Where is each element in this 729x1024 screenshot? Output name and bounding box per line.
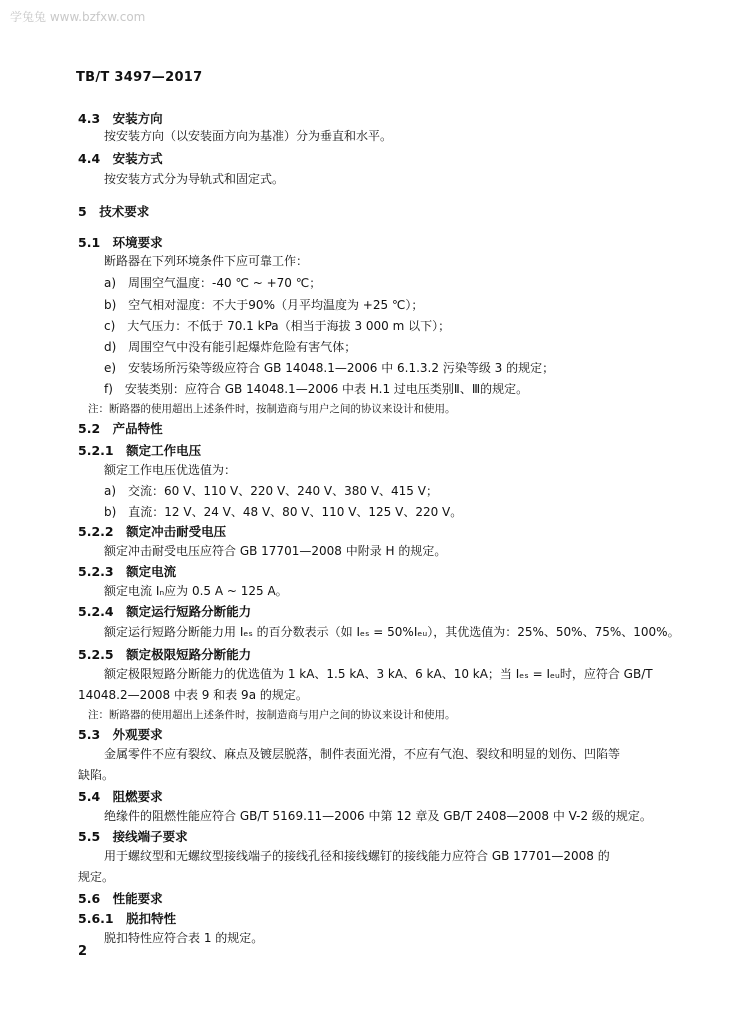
body-paragraph: 额定电流 Iₙ应为 0.5 A ~ 125 A。	[104, 584, 288, 598]
body-paragraph: 绝缘件的阻燃性能应符合 GB/T 5169.11—2006 中第 12 章及 GB/T 2408—2008 中 V-2 级的规定。	[104, 809, 652, 823]
section-heading-5-2-3: 5.2.3 额定电流	[78, 564, 177, 579]
body-paragraph: 脱扣特性应符合表 1 的规定。	[104, 931, 264, 945]
section-heading-5-3: 5.3 外观要求	[78, 727, 163, 742]
section-heading-5-2-2: 5.2.2 额定冲击耐受电压	[78, 524, 227, 539]
body-paragraph: 金属零件不应有裂纹、麻点及镀层脱落，制件表面光滑，不应有气泡、裂纹和明显的划伤、凹陷等	[104, 747, 621, 761]
section-heading-5-1: 5.1 环境要求	[78, 235, 163, 250]
body-paragraph-continued: 缺陷。	[78, 768, 115, 782]
body-paragraph: 按安装方向（以安装面方向为基准）分为垂直和水平。	[104, 129, 393, 143]
body-paragraph-continued: 14048.2—2008 中表 9 和表 9a 的规定。	[78, 688, 308, 702]
watermark-text: 学兔兔 www.bzfxw.com	[10, 10, 146, 24]
section-heading-5: 5 技术要求	[78, 204, 150, 219]
body-paragraph: 按安装方式分为导轨式和固定式。	[104, 172, 285, 186]
list-item: f) 安装类别：应符合 GB 14048.1—2006 中表 H.1 过电压类别Ⅱ、Ⅲ的规定。	[104, 382, 529, 396]
list-item: c) 大气压力：不低于 70.1 kPa（相当于海拔 3 000 m 以下）；	[104, 319, 451, 333]
section-heading-5-2-1: 5.2.1 额定工作电压	[78, 443, 202, 458]
section-heading-5-2-5: 5.2.5 额定极限短路分断能力	[78, 647, 252, 662]
section-heading-5-4: 5.4 阻燃要求	[78, 789, 163, 804]
body-paragraph: 断路器在下列环境条件下应可靠工作：	[104, 254, 309, 268]
list-item: a) 周围空气温度：-40 ℃ ~ +70 ℃；	[104, 276, 322, 290]
section-heading-5-2-4: 5.2.4 额定运行短路分断能力	[78, 604, 252, 619]
list-item: e) 安装场所污染等级应符合 GB 14048.1—2006 中 6.1.3.2 污染等级 3 的规定；	[104, 361, 555, 375]
note: 注：断路器的使用超出上述条件时，按制造商与用户之间的协议来设计和使用。	[88, 709, 456, 721]
section-heading-5-6: 5.6 性能要求	[78, 891, 163, 906]
body-paragraph: 额定工作电压优选值为：	[104, 463, 237, 477]
section-heading-4-4: 4.4 安装方式	[78, 151, 163, 166]
body-paragraph: 用于螺纹型和无螺纹型接线端子的接线孔径和接线螺钉的接线能力应符合 GB 17701—2008 的	[104, 849, 610, 863]
note: 注：断路器的使用超出上述条件时，按制造商与用户之间的协议来设计和使用。	[88, 403, 456, 415]
body-paragraph: 额定运行短路分断能力用 Iₑₛ 的百分数表示（如 Iₑₛ = 50%Iₑᵤ），其优选值为：25%、50%、75%、100%。	[104, 625, 680, 639]
body-paragraph-continued: 规定。	[78, 870, 115, 884]
list-item: a) 交流：60 V、110 V、220 V、240 V、380 V、415 V；	[104, 484, 438, 498]
standard-number-header: TB/T 3497—2017	[76, 70, 203, 85]
list-item: d) 周围空气中没有能引起爆炸危险有害气体；	[104, 340, 357, 354]
section-heading-5-6-1: 5.6.1 脱扣特性	[78, 911, 177, 926]
body-paragraph: 额定极限短路分断能力的优选值为 1 kA、1.5 kA、3 kA、6 kA、10 kA；当 Iₑₛ = Iₑᵤ时，应符合 GB/T	[104, 667, 653, 681]
page-number: 2	[78, 944, 88, 959]
list-item: b) 直流：12 V、24 V、48 V、80 V、110 V、125 V、220 V。	[104, 505, 463, 519]
body-paragraph: 额定冲击耐受电压应符合 GB 17701—2008 中附录 H 的规定。	[104, 544, 447, 558]
list-item: b) 空气相对湿度：不大于90%（月平均温度为 +25 ℃）；	[104, 298, 424, 312]
section-heading-4-3: 4.3 安装方向	[78, 111, 163, 126]
section-heading-5-5: 5.5 接线端子要求	[78, 829, 188, 844]
section-heading-5-2: 5.2 产品特性	[78, 421, 163, 436]
